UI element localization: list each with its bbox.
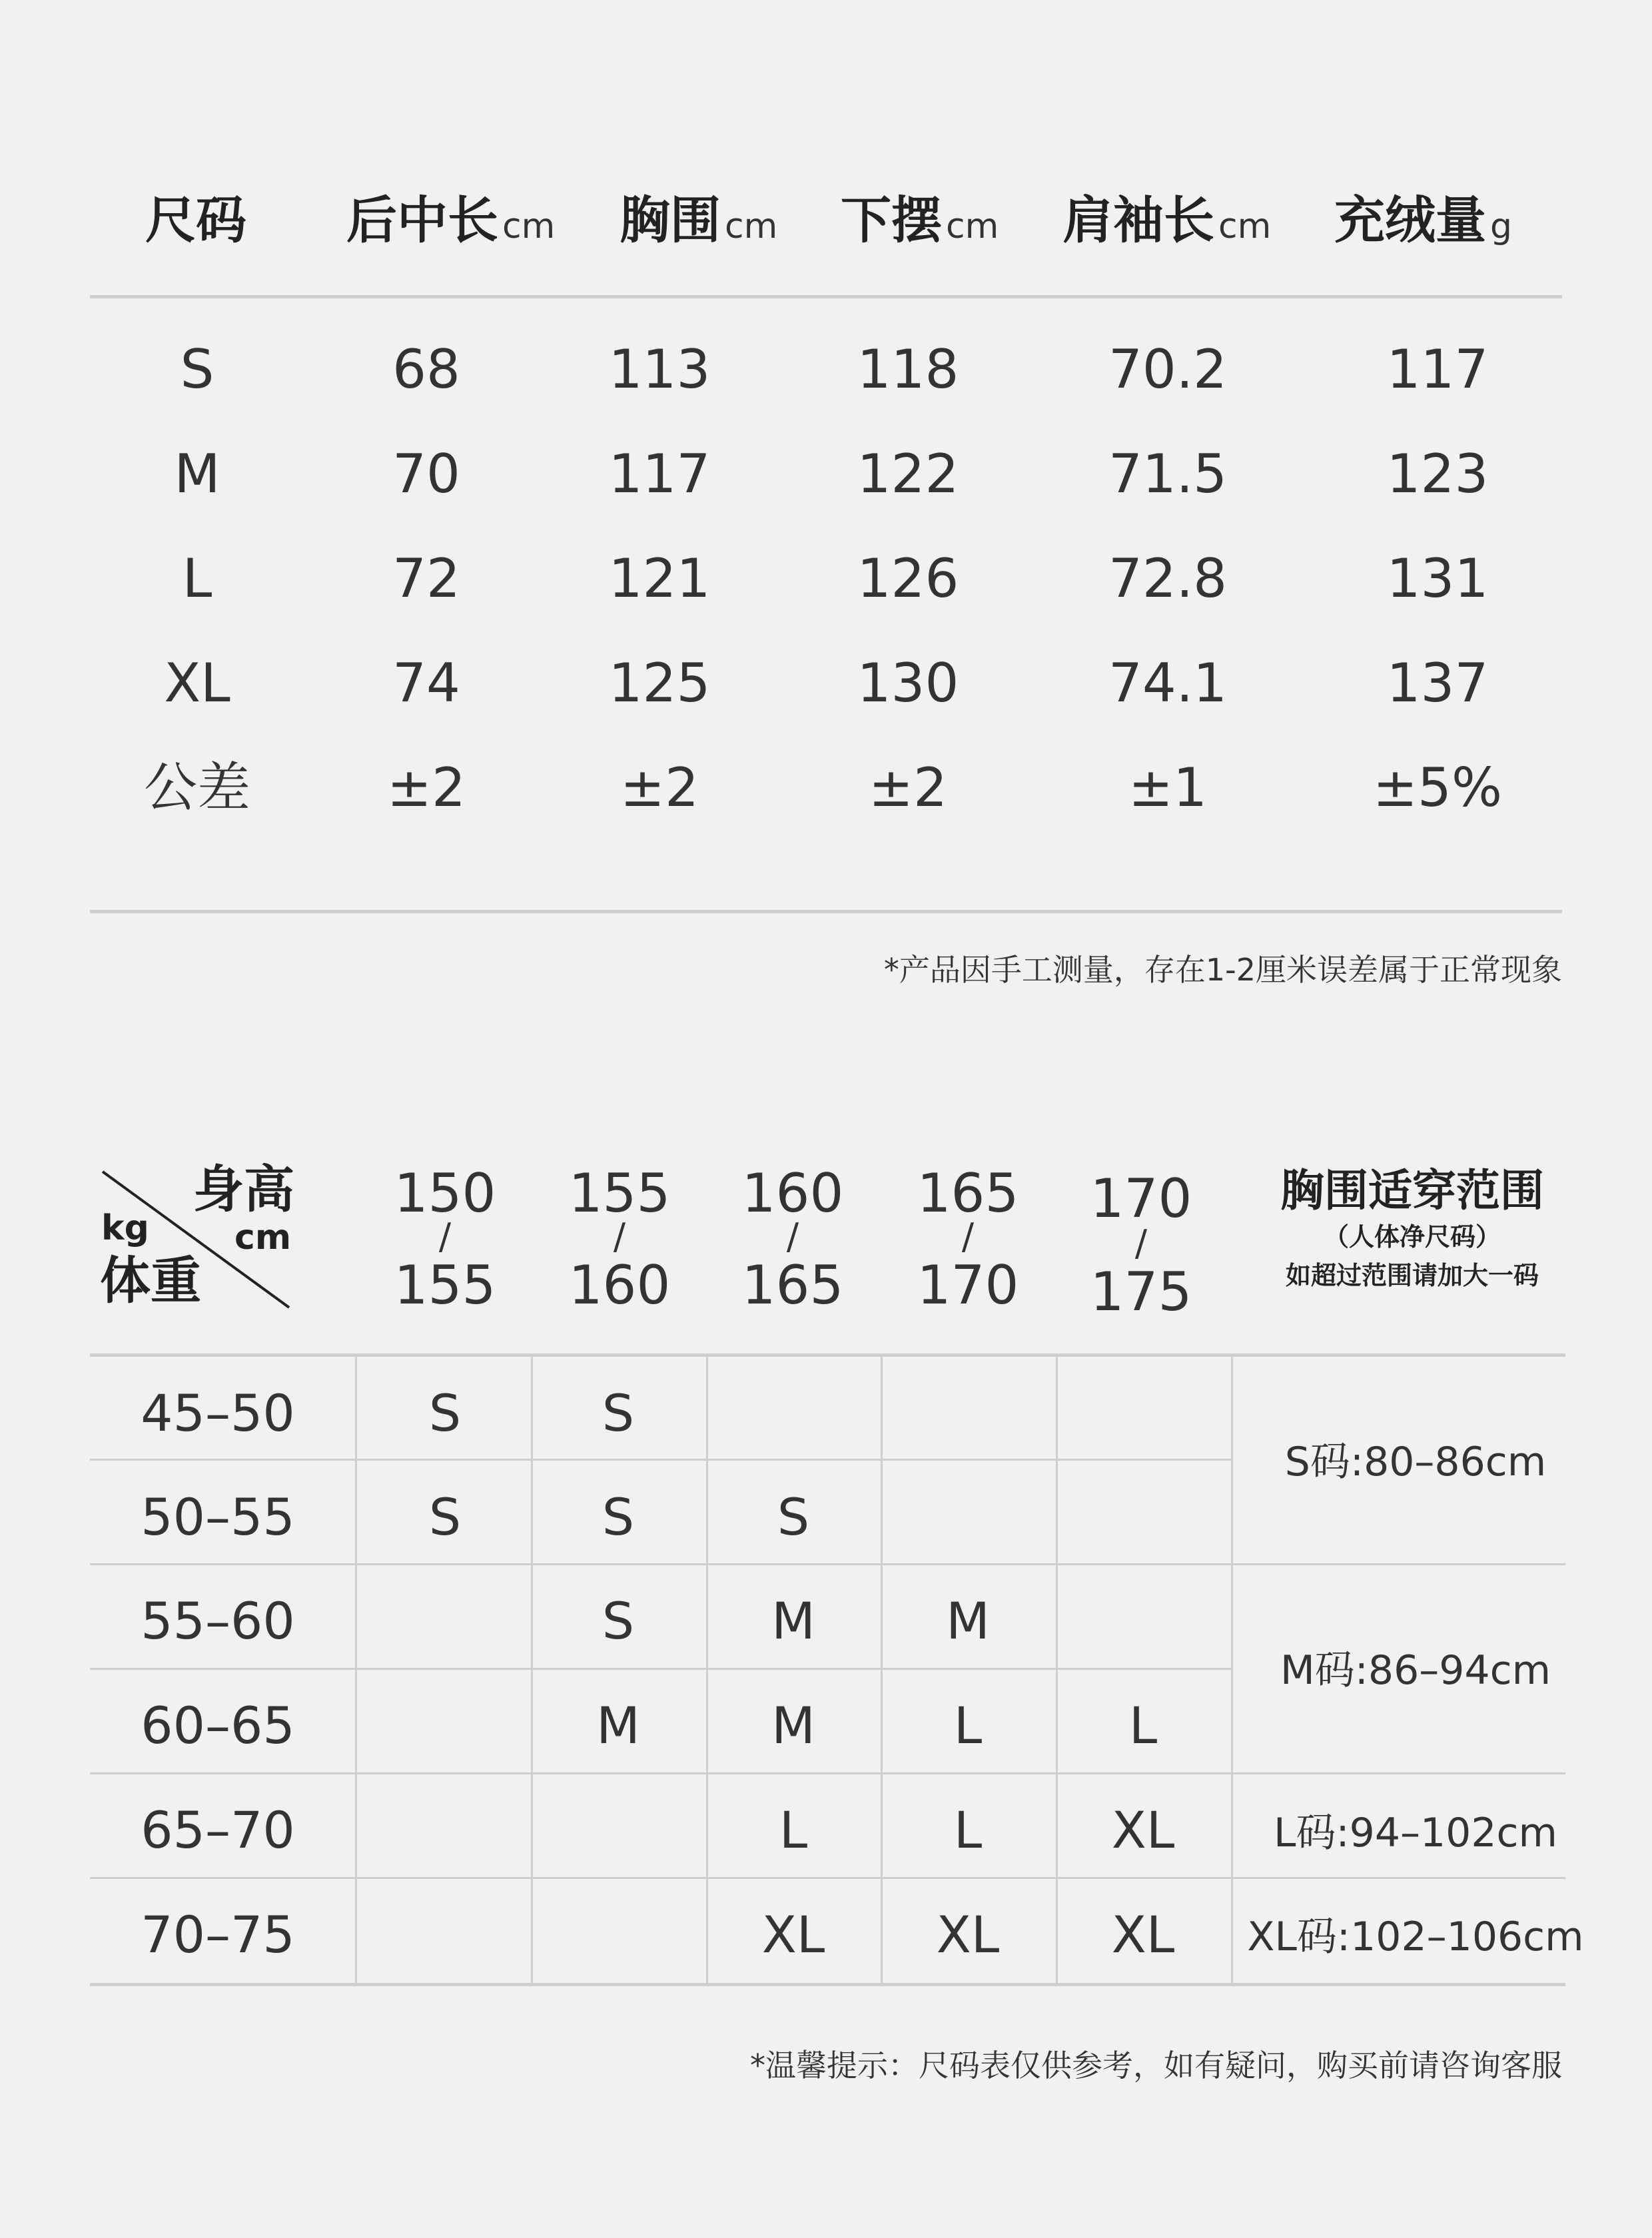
measurement-cell: ±1 bbox=[1128, 757, 1207, 819]
size-label-cell: XL bbox=[164, 652, 230, 714]
grid-row-line bbox=[90, 1459, 1231, 1461]
corner-weight-label: 体重 bbox=[100, 1251, 201, 1310]
header-down-fill bbox=[1334, 180, 1512, 260]
height-range-slash: / bbox=[613, 1216, 626, 1258]
height-range-bottom: 155 bbox=[394, 1254, 496, 1316]
grid-column-line bbox=[706, 1355, 708, 1985]
grid-top-line bbox=[90, 1353, 1565, 1357]
corner-height-unit: cm bbox=[234, 1218, 292, 1258]
corner-height-label: 身高 bbox=[193, 1160, 294, 1219]
measurement-cell: 71.5 bbox=[1108, 443, 1228, 505]
corner-weight-unit: kg bbox=[101, 1208, 149, 1248]
grid-row-line bbox=[90, 1563, 1565, 1565]
header-label: 充绒量 bbox=[1334, 190, 1486, 250]
weight-range-cell: 65–70 bbox=[141, 1800, 295, 1860]
size-label-cell: S bbox=[180, 338, 214, 400]
chest-range-cell: XL码:102–106cm bbox=[1247, 1914, 1584, 1960]
recommended-size-cell: XL bbox=[761, 1905, 825, 1964]
height-range-slash: / bbox=[786, 1216, 799, 1258]
measurement-cell: 121 bbox=[608, 548, 711, 609]
grid-bottom-line bbox=[90, 1983, 1565, 1986]
recommended-size-cell: XL bbox=[936, 1905, 1000, 1964]
recommended-size-cell: S bbox=[428, 1383, 462, 1443]
recommended-size-cell: S bbox=[602, 1487, 635, 1547]
weight-range-cell: 60–65 bbox=[141, 1696, 295, 1755]
recommended-size-cell: L bbox=[1128, 1696, 1158, 1755]
recommended-size-cell: S bbox=[777, 1487, 810, 1547]
grid-column-line bbox=[355, 1355, 357, 1985]
header-back-length bbox=[346, 180, 555, 260]
measurement-cell: 126 bbox=[857, 548, 959, 609]
size-label-cell: M bbox=[174, 443, 220, 505]
header-hem bbox=[841, 180, 999, 260]
size-label-cell: L bbox=[182, 548, 212, 609]
measurement-cell: 125 bbox=[608, 652, 711, 714]
size-tip-note: *温馨提示：尺码表仅供参考，如有疑问，购买前请咨询客服 bbox=[750, 2048, 1562, 2083]
grid-column-line bbox=[1231, 1355, 1233, 1985]
height-range-bottom: 175 bbox=[1090, 1261, 1192, 1323]
table-bottom-divider bbox=[90, 910, 1562, 913]
height-range-bottom: 160 bbox=[568, 1254, 671, 1316]
grid-column-line bbox=[531, 1355, 533, 1985]
measurement-cell: 74 bbox=[392, 652, 460, 714]
recommended-size-cell: S bbox=[602, 1591, 635, 1651]
header-unit: cm bbox=[725, 206, 778, 246]
measurement-note: *产品因手工测量，存在1-2厘米误差属于正常现象 bbox=[883, 952, 1562, 988]
chest-range-cell: M码:86–94cm bbox=[1280, 1647, 1551, 1694]
height-range-top: 170 bbox=[1090, 1168, 1192, 1230]
header-label: 下摆 bbox=[841, 190, 942, 250]
measurement-cell: 118 bbox=[857, 338, 959, 400]
measurement-cell: 123 bbox=[1386, 443, 1489, 505]
height-range-top: 160 bbox=[741, 1162, 844, 1224]
height-range-top: 150 bbox=[394, 1162, 496, 1224]
header-label: 胸围 bbox=[620, 190, 721, 250]
grid-column-line bbox=[881, 1355, 883, 1985]
header-label: 肩袖长 bbox=[1062, 190, 1214, 250]
recommended-size-cell: XL bbox=[1111, 1800, 1175, 1860]
height-range-slash: / bbox=[961, 1216, 975, 1258]
chest-range-header-sub: （人体净尺码） bbox=[1323, 1222, 1501, 1252]
height-range-top: 155 bbox=[568, 1162, 671, 1224]
header-label: 后中长 bbox=[346, 190, 498, 250]
weight-range-cell: 45–50 bbox=[141, 1383, 295, 1443]
recommended-size-cell: M bbox=[771, 1696, 815, 1755]
header-unit: g bbox=[1490, 206, 1513, 246]
measurement-cell: 72.8 bbox=[1108, 548, 1228, 609]
measurement-cell: ±2 bbox=[869, 757, 947, 819]
measurement-cell: 68 bbox=[392, 338, 460, 400]
chest-range-header-hint: 如超过范围请加大一码 bbox=[1285, 1261, 1539, 1290]
weight-range-cell: 50–55 bbox=[141, 1487, 295, 1547]
recommended-size-cell: S bbox=[602, 1383, 635, 1443]
recommended-size-cell: XL bbox=[1111, 1905, 1175, 1964]
measurement-cell: 74.1 bbox=[1108, 652, 1228, 714]
height-range-slash: / bbox=[1134, 1222, 1148, 1264]
size-label-cell: 公差 bbox=[144, 757, 250, 819]
grid-row-line bbox=[90, 1772, 1565, 1774]
header-label: 尺码 bbox=[145, 190, 246, 250]
recommended-size-cell: M bbox=[946, 1591, 990, 1651]
measurement-cell: 137 bbox=[1386, 652, 1489, 714]
measurement-cell: ±5% bbox=[1373, 757, 1502, 819]
grid-row-line bbox=[90, 1668, 1231, 1670]
measurement-cell: 72 bbox=[392, 548, 460, 609]
measurement-cell: 113 bbox=[608, 338, 711, 400]
height-range-top: 165 bbox=[917, 1162, 1019, 1224]
chest-range-cell: L码:94–102cm bbox=[1274, 1810, 1557, 1856]
recommended-size-cell: M bbox=[771, 1591, 815, 1651]
chest-range-header-title: 胸围适穿范围 bbox=[1280, 1165, 1544, 1216]
header-size bbox=[145, 180, 246, 260]
height-range-bottom: 170 bbox=[917, 1254, 1019, 1316]
measurement-cell: 117 bbox=[1386, 338, 1489, 400]
header-divider bbox=[90, 295, 1562, 298]
weight-range-cell: 55–60 bbox=[141, 1591, 295, 1651]
measurement-cell: 130 bbox=[857, 652, 959, 714]
header-unit: cm bbox=[946, 206, 999, 246]
measurement-cell: ±2 bbox=[387, 757, 466, 819]
grid-column-line bbox=[1056, 1355, 1058, 1985]
recommended-size-cell: S bbox=[428, 1487, 462, 1547]
measurement-cell: 70 bbox=[392, 443, 460, 505]
measurement-cell: 131 bbox=[1386, 548, 1489, 609]
grid-row-line bbox=[90, 1877, 1565, 1879]
measurement-cell: 117 bbox=[608, 443, 711, 505]
chest-range-cell: S码:80–86cm bbox=[1284, 1439, 1547, 1485]
recommended-size-cell: M bbox=[596, 1696, 640, 1755]
measurement-cell: ±2 bbox=[620, 757, 699, 819]
measurement-cell: 122 bbox=[857, 443, 959, 505]
recommended-size-cell: L bbox=[953, 1696, 983, 1755]
height-range-bottom: 165 bbox=[741, 1254, 844, 1316]
header-unit: cm bbox=[1218, 206, 1272, 246]
height-range-slash: / bbox=[438, 1216, 452, 1258]
header-sleeve-length bbox=[1062, 180, 1271, 260]
weight-range-cell: 70–75 bbox=[141, 1905, 295, 1964]
header-chest bbox=[620, 180, 777, 260]
recommended-size-cell: L bbox=[953, 1800, 983, 1860]
header-unit: cm bbox=[502, 206, 556, 246]
measurement-cell: 70.2 bbox=[1108, 338, 1228, 400]
recommended-size-cell: L bbox=[779, 1800, 808, 1860]
